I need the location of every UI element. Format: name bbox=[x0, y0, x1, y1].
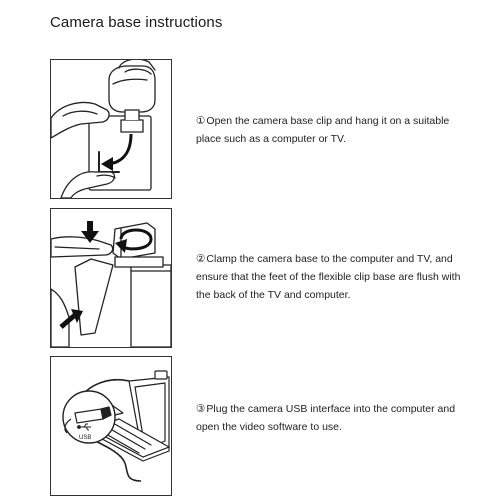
step-1-text bbox=[196, 112, 466, 148]
step-2-description: Clamp the camera base to the computer and TV, and ensure that the feet of the flexible clip base are flush with the back of the TV and computer. bbox=[196, 253, 461, 301]
hand-open-clip-drawing bbox=[51, 60, 171, 198]
step-3-text bbox=[196, 400, 466, 436]
hand-clamp-base-drawing bbox=[51, 209, 171, 347]
step-2-illustration bbox=[50, 208, 172, 348]
step-1-illustration bbox=[50, 59, 172, 199]
step-1-number: ① bbox=[196, 115, 206, 127]
step-2-text bbox=[196, 250, 466, 304]
step-2-number: ② bbox=[196, 253, 206, 265]
step-3-illustration bbox=[50, 356, 172, 496]
step-3-description: Plug the camera USB interface into the computer and open the video software to use. bbox=[196, 403, 456, 433]
page-title: Camera base instructions bbox=[50, 14, 223, 31]
usb-label: USB bbox=[79, 435, 92, 441]
step-3-number: ③ bbox=[196, 403, 206, 415]
step-1-description: Open the camera base clip and hang it on a suitable place such as a computer or TV. bbox=[196, 115, 450, 145]
laptop-usb-drawing bbox=[51, 357, 171, 495]
